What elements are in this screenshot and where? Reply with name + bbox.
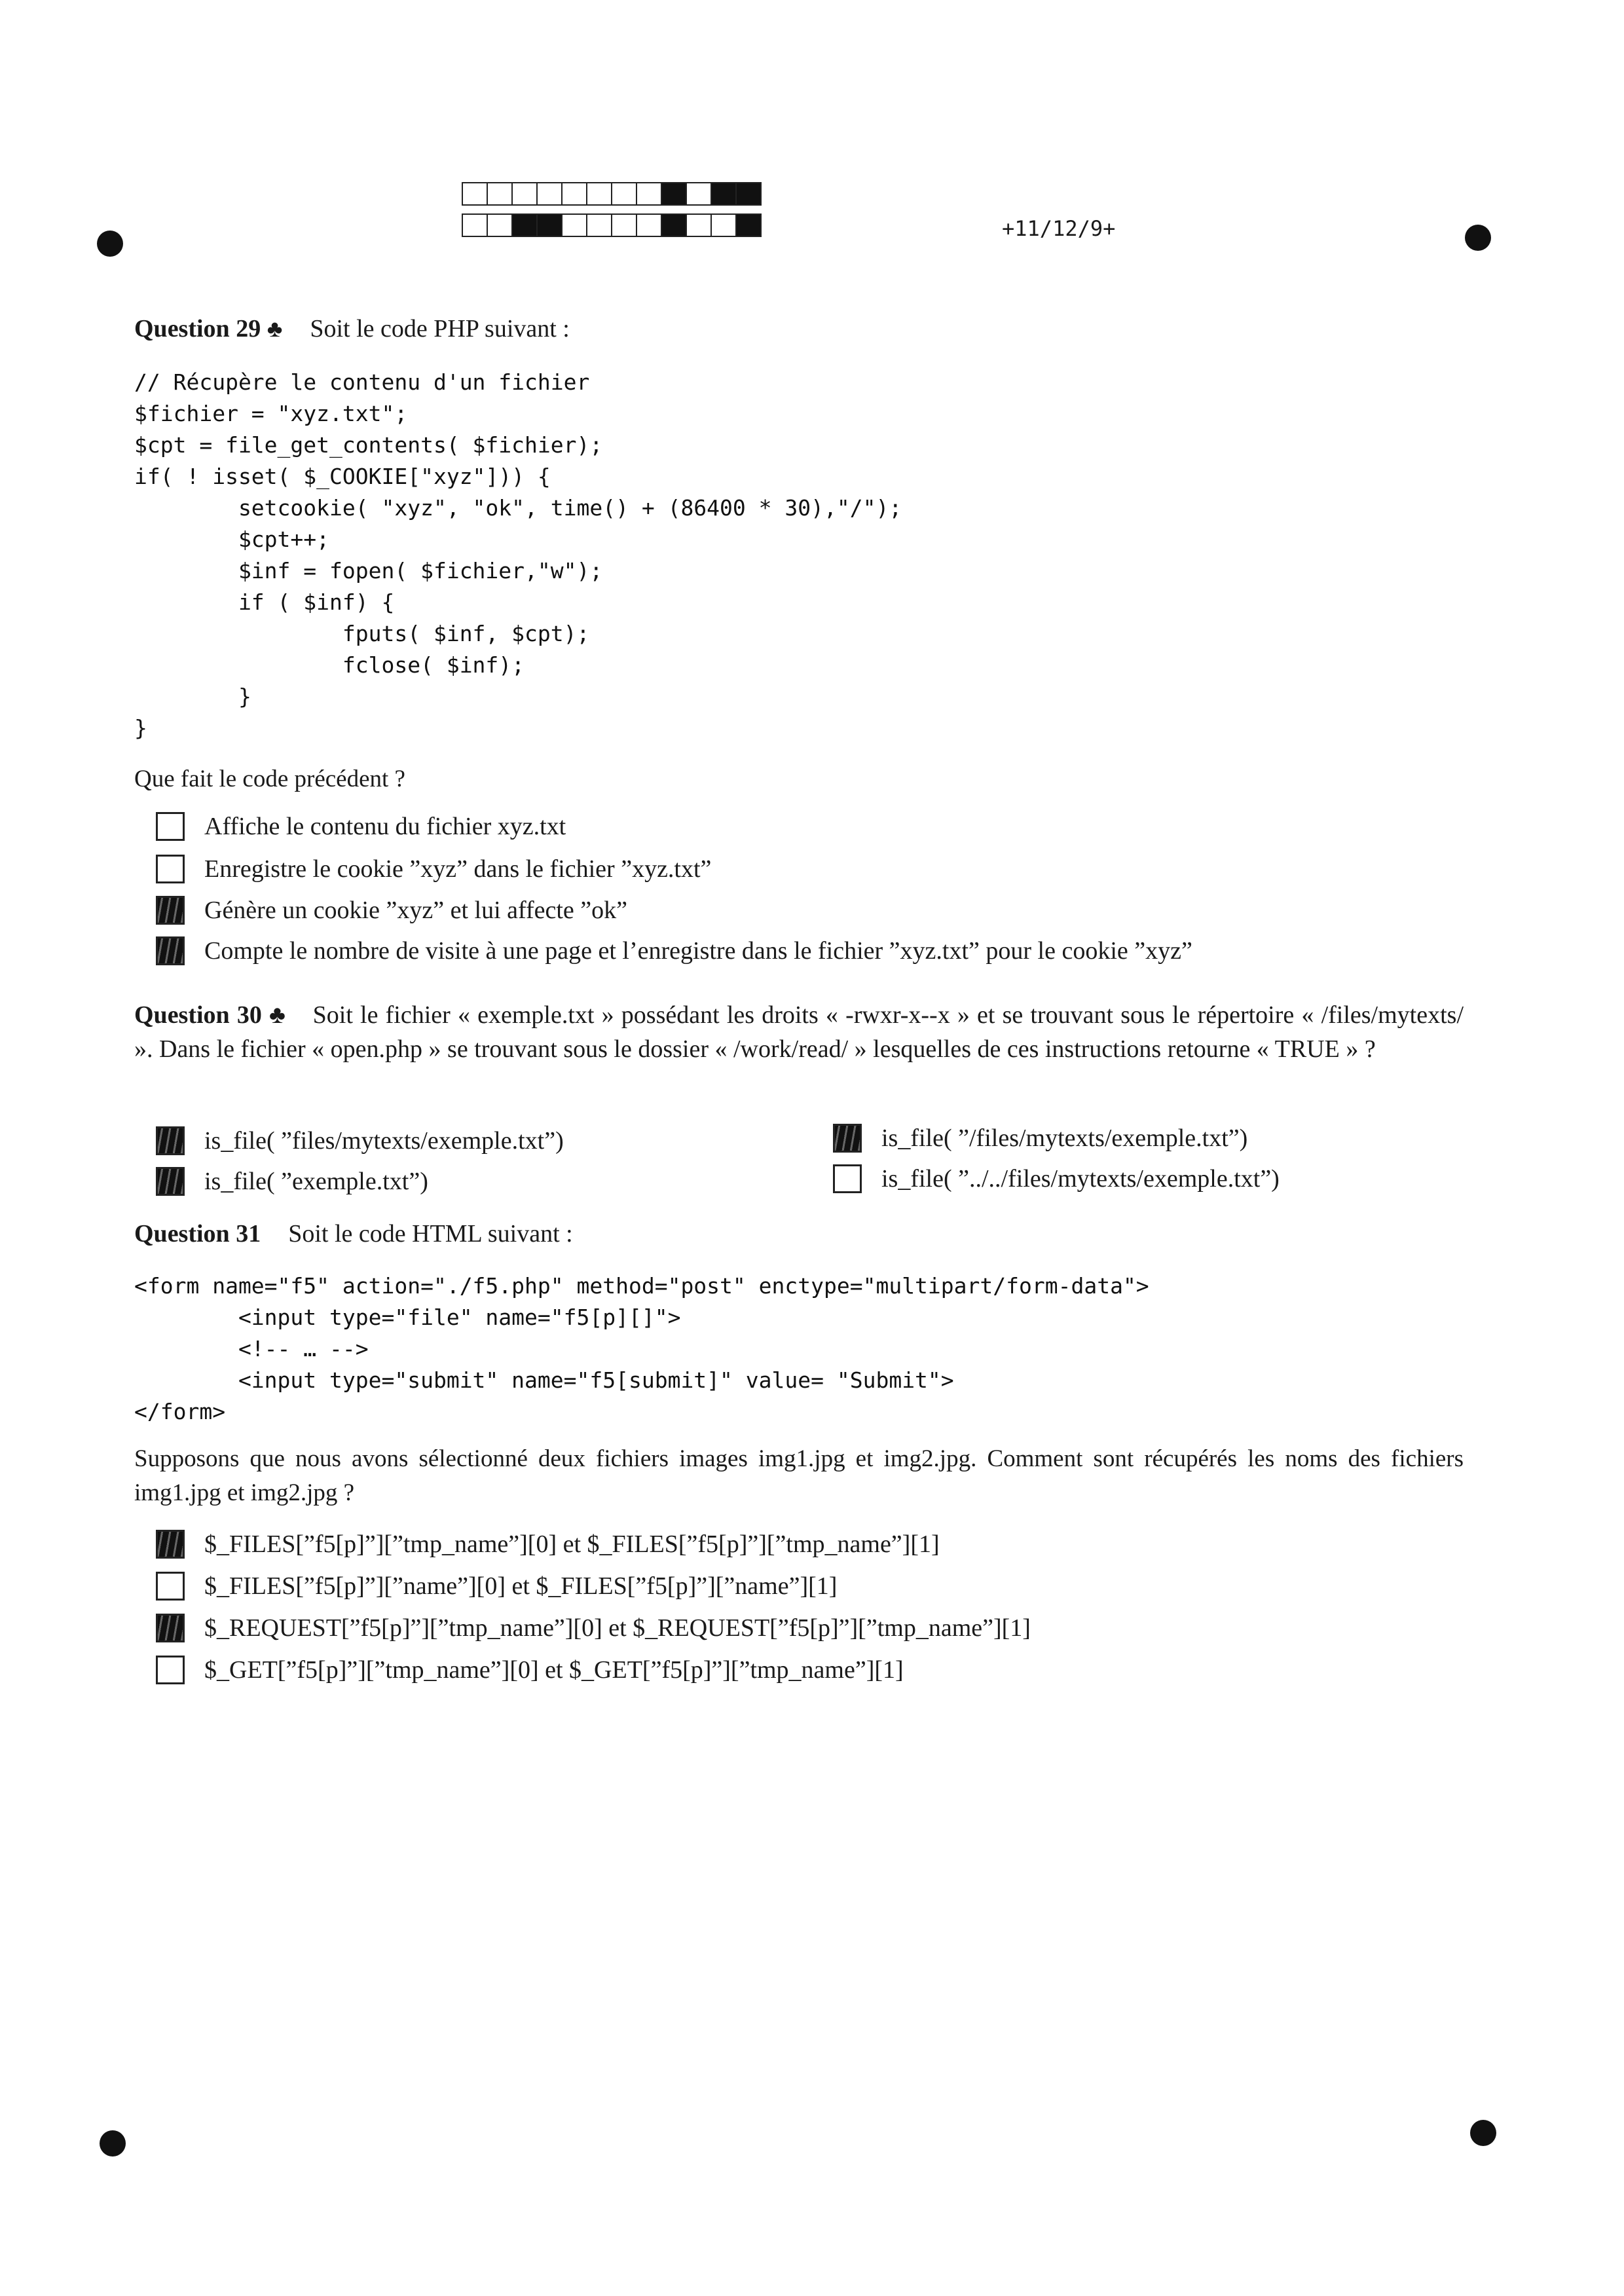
answer-text: $_REQUEST[”f5[p]”][”tmp_name”][0] et $_REQUEST[”f5[p]”][”tmp_name”][1] (204, 1614, 1031, 1642)
answer-option[interactable] (156, 812, 566, 841)
barcode-cell (462, 182, 488, 206)
barcode-cell (611, 182, 637, 206)
answer-option[interactable] (833, 1124, 1247, 1153)
barcode-cell (586, 213, 612, 237)
barcode-cell (710, 213, 737, 237)
barcode-cell (686, 182, 712, 206)
answer-text: is_file( ”/files/mytexts/exemple.txt”) (881, 1124, 1248, 1152)
page-identifier: +11/12/9+ (1002, 216, 1116, 241)
corner-mark-top-left (97, 231, 123, 257)
answer-text: $_GET[”f5[p]”][”tmp_name”][0] et $_GET[”f5[p]”][”tmp_name”][1] (204, 1656, 904, 1684)
barcode-cell (536, 182, 563, 206)
checkbox[interactable] (156, 1530, 185, 1559)
barcode-cell (487, 213, 513, 237)
answer-text: is_file( ”../../files/mytexts/exemple.txt”) (881, 1165, 1280, 1193)
barcode-cell (511, 182, 538, 206)
barcode-cell (735, 182, 762, 206)
barcode-row-bottom (462, 213, 760, 237)
checkbox[interactable] (156, 1656, 185, 1684)
club-icon: ♣ (269, 1001, 287, 1029)
checkbox[interactable] (156, 855, 185, 883)
answer-option[interactable] (156, 896, 627, 925)
checkbox[interactable] (156, 896, 185, 925)
barcode-cell (462, 213, 488, 237)
answer-text: Génère un cookie ”xyz” et lui affecte ”ok” (204, 897, 627, 924)
barcode-cell (561, 182, 587, 206)
checkbox[interactable] (833, 1124, 862, 1153)
question-29-header (134, 314, 570, 343)
answer-option[interactable] (156, 1167, 428, 1196)
answer-option[interactable] (156, 1656, 904, 1684)
answer-text: is_file( ”exemple.txt”) (204, 1168, 428, 1195)
answer-option[interactable] (156, 936, 1192, 965)
barcode-cell (511, 213, 538, 237)
barcode-cell (686, 213, 712, 237)
answer-option[interactable] (156, 1614, 1031, 1642)
barcode-cell (586, 182, 612, 206)
corner-mark-bottom-right (1470, 2120, 1496, 2146)
question-intro: Soit le code HTML suivant : (288, 1220, 573, 1248)
checkbox[interactable] (156, 1614, 185, 1642)
question-label: Question 30 ♣ (134, 1001, 287, 1029)
answer-option[interactable] (156, 855, 711, 883)
barcode-cell (710, 182, 737, 206)
question-label: Question 31 (134, 1220, 261, 1248)
answer-text: Compte le nombre de visite à une page et l’enregistre dans le fichier ”xyz.txt” pour le cookie ”xyz” (204, 937, 1192, 965)
checkbox[interactable] (156, 1126, 185, 1155)
answer-text: $_FILES[”f5[p]”][”name”][0] et $_FILES[”f5[p]”][”name”][1] (204, 1572, 838, 1600)
answer-option[interactable] (156, 1530, 940, 1559)
corner-mark-top-right (1465, 225, 1491, 251)
question-prompt: Que fait le code précédent ? (134, 766, 405, 792)
checkbox[interactable] (833, 1164, 862, 1193)
answer-text: Enregistre le cookie ”xyz” dans le fichier ”xyz.txt” (204, 855, 712, 883)
question-30-header (134, 998, 1464, 1066)
barcode-cell (611, 213, 637, 237)
barcode-cell (636, 182, 662, 206)
html-code-block: <form name="f5" action="./f5.php" method="post" enctype="multipart/form-data"> <input type="file" name="f5[p][]"> <!-- … --> <input type="submit" name="f5[submit]" value= "Submit"> </form> (134, 1273, 1149, 1424)
checkbox[interactable] (156, 812, 185, 841)
answer-text: Affiche le contenu du fichier xyz.txt (204, 813, 566, 840)
question-intro: Soit le code PHP suivant : (310, 315, 570, 343)
barcode-row-top (462, 182, 760, 206)
question-31-header (134, 1219, 573, 1248)
question-label: Question 29 ♣ (134, 315, 283, 343)
answer-text: is_file( ”files/mytexts/exemple.txt”) (204, 1127, 564, 1155)
barcode-cell (487, 182, 513, 206)
barcode-cell (561, 213, 587, 237)
checkbox[interactable] (156, 1167, 185, 1196)
club-icon: ♣ (267, 316, 283, 342)
checkbox[interactable] (156, 936, 185, 965)
barcode-cell (536, 213, 563, 237)
barcode-cell (661, 213, 687, 237)
corner-mark-bottom-left (100, 2130, 126, 2157)
answer-option[interactable] (156, 1126, 564, 1155)
question-intro: Soit le fichier « exemple.txt » possédant les droits « -rwxr-x--x » et se trouvant sous le répertoire « /files/mytexts/ ». Dans le fichier « open.php » se trouvant sous le dossier « /work/read/ » lesquelles de ces instructions retourne « TRUE » ? (134, 1001, 1464, 1063)
php-code-block: // Récupère le contenu d'un fichier $fichier = "xyz.txt"; $cpt = file_get_contents( $fichier); if( ! isset( $_COOKIE["xyz"])) { setcookie( "xyz", "ok", time() + (86400 * 30),"/"); $cpt++; $inf = fopen( $fichier,"w"); if ( $inf) { fputs( $inf, $cpt); fclose( $inf); } } (134, 369, 902, 741)
answer-option[interactable] (156, 1572, 837, 1601)
answer-option[interactable] (833, 1164, 1280, 1193)
barcode-cell (661, 182, 687, 206)
barcode-cell (735, 213, 762, 237)
question-prompt: Supposons que nous avons sélectionné deux fichiers images img1.jpg et img2.jpg. Comment sont récupérés les noms des fichiers img1.jpg et img2.jpg ? (134, 1445, 1464, 1506)
barcode-cell (636, 213, 662, 237)
answer-text: $_FILES[”f5[p]”][”tmp_name”][0] et $_FILES[”f5[p]”][”tmp_name”][1] (204, 1530, 940, 1558)
checkbox[interactable] (156, 1572, 185, 1601)
